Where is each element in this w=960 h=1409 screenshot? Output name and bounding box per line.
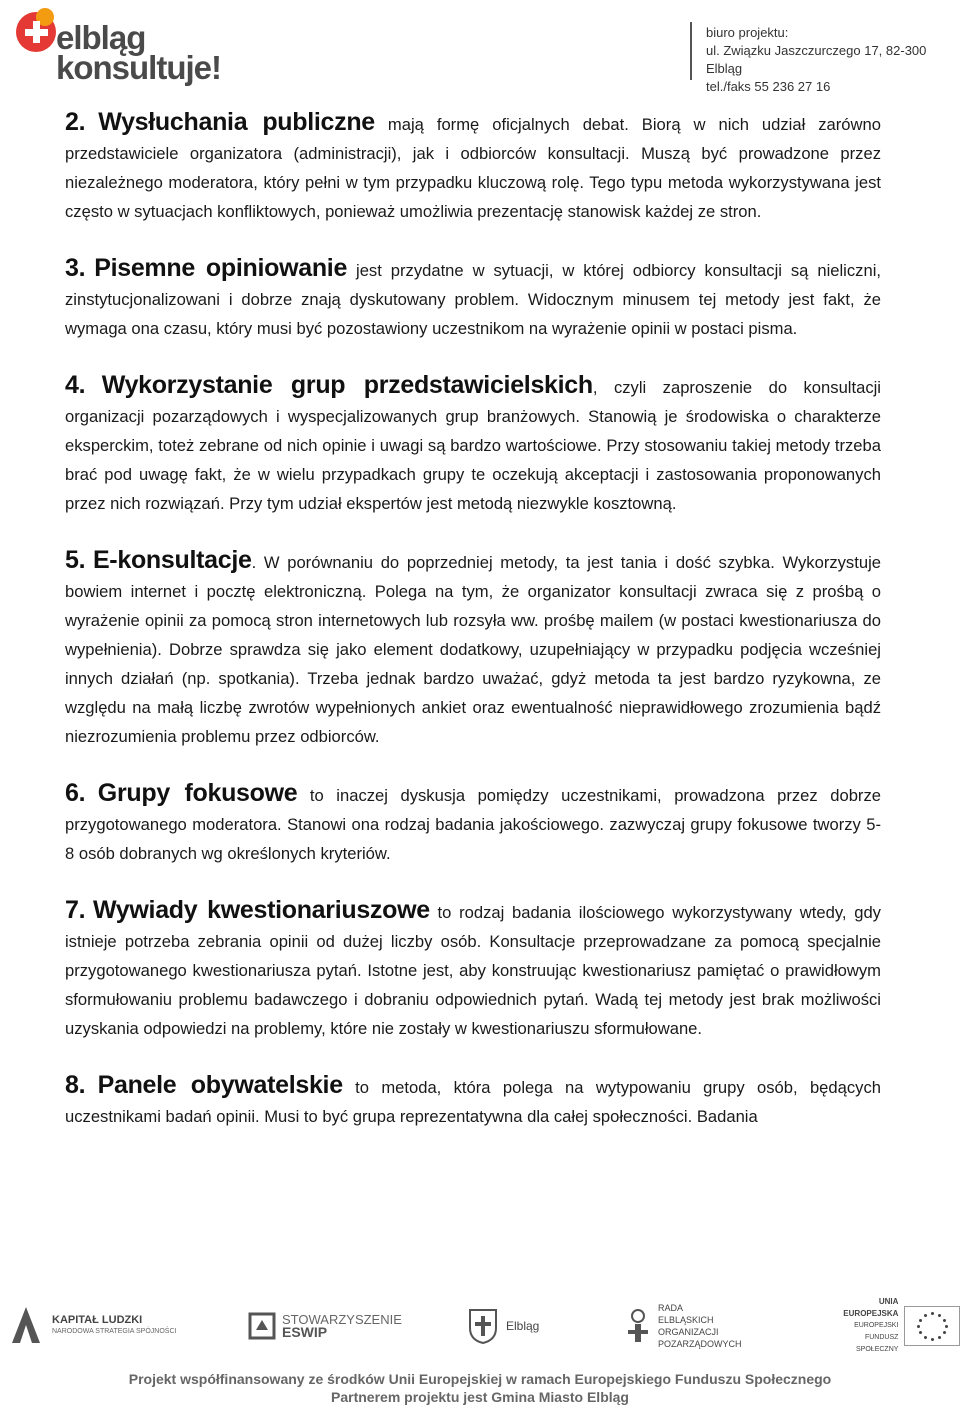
office-address: ul. Związku Jaszczurczego 17, 82-300 Elbląg: [706, 43, 927, 76]
section-text: jest przydatne w sytuacji, w której odbiorcy konsultacji są nieliczni, zinstytucjonalizowani i dobrze znają dyskutowany problem. Widocznym minusem tej metody jest fakt, że wymaga ona czasu, który musi być pozostawiony uczestnikom na wyrażenie opinii w postaci pisma.: [65, 261, 881, 338]
section-text: to metoda, która polega na wytypowaniu grupy osób, będących uczestnikami badań opinii. Musi to być grupa reprezentatywna dla całej społeczności. Badania: [65, 1078, 881, 1126]
office-phone: tel./faks 55 236 27 16: [706, 79, 831, 94]
section-term: Wysłuchania publiczne: [98, 108, 375, 136]
section-term: Wykorzystanie grup przedstawicielskich: [101, 371, 593, 399]
section-number: 5.: [65, 546, 86, 574]
section-text: . W porównaniu do poprzedniej metody, ta jest tania i dość szybka. Wykorzystuje bowiem internet i pocztę elektroniczną. Polega na tym, że organizator konsultacji zwraca się z prośbą o wyrażenie opinii za pomocą stron internetowych lub rozsyła ww. prośbę mailem (w postaci kwestionariusza do wypełnienia). Dobrze sprawdza się jako element dodatkowy, uzupełniający w przypadku podjęcia wcześniej innych działań (np. spotkania). Trzeba jednak bardzo uważać, gdyż metoda ta jest bardzo ryzykowna, ze względu na małą liczbę zwrotów wypełnionych ankiet oraz ewentualność nieprawidłowego zrozumienia bądź niezrozumienia problemu przez odbiorców.: [65, 553, 881, 746]
eswip-logo: [248, 1296, 402, 1356]
rada-text-2: ELBLĄSKICH: [658, 1315, 714, 1325]
section-text: mają formę oficjalnych debat. Biorą w nich udział zarówno przedstawiciele organizatora (administracji), jak i odbiorców konsultacji. Muszą być prowadzone przez niezależnego moderatora, który pełni w tym przypadku kluczową rolę. Tego typu metoda wykorzystywana jest często w sytuacjach konfliktowych, ponieważ umożliwia prezentację stanowisk każdej ze stron.: [65, 115, 881, 221]
section-number: 4.: [65, 371, 86, 399]
project-office-info: [706, 24, 960, 96]
rada-text-3: ORGANIZACJI: [658, 1327, 719, 1337]
unia-europejska-logo: [824, 1296, 960, 1356]
section-6: [65, 779, 881, 868]
section-4: [65, 371, 881, 518]
ue-text-2: EUROPEJSKI: [854, 1322, 899, 1329]
ue-text-3: FUNDUSZ SPOŁECZNY: [856, 1334, 899, 1353]
section-number: 8.: [65, 1071, 86, 1099]
footer-line-1: Projekt współfinansowany ze środków Unii Europejskiej w ramach Europejskiego Funduszu Społecznego: [128, 1371, 832, 1387]
rada-organizacji-icon: [624, 1306, 652, 1346]
section-term: Pisemne opiniowanie: [94, 254, 348, 282]
section-5: [65, 546, 881, 751]
elblag-crest-icon: [468, 1308, 498, 1344]
section-number: 6.: [65, 779, 86, 807]
elblag-city-logo: [468, 1296, 539, 1356]
section-term: Wywiady kwestionariuszowe: [92, 896, 430, 924]
header-divider: [690, 22, 692, 80]
eu-flag-icon: [904, 1306, 960, 1346]
eswip-text-bottom: ESWIP: [282, 1324, 328, 1340]
kapital-ludzki-subtext: NARODOWA STRATEGIA SPÓJNOŚCI: [52, 1328, 177, 1335]
rada-text-4: POZARZĄDOWYCH: [658, 1339, 742, 1349]
kapital-ludzki-icon: [8, 1303, 44, 1349]
office-label: biuro projektu:: [706, 25, 789, 40]
sponsor-logos: [0, 1296, 960, 1356]
footer-funding-note: [0, 1370, 960, 1406]
logo-text-top: elbląg: [56, 19, 146, 56]
section-7: [65, 896, 881, 1043]
ue-text-1: UNIA EUROPEJSKA: [843, 1297, 899, 1318]
document-body: [65, 108, 881, 1159]
section-text: to inaczej dyskusja pomiędzy uczestnikami, prowadzona przez dobrze przygotowanego moderatora. Stanowi ona rodzaj badania jakościowego. zazwyczaj grupy fokusowe tworzy 5-8 osób dobranych wg określonych kryteriów.: [65, 786, 881, 863]
logo-text-bottom: konsultuje!: [56, 49, 222, 86]
section-8: [65, 1071, 881, 1131]
section-number: 7.: [65, 896, 86, 924]
eswip-icon: [248, 1312, 276, 1340]
section-term: Panele obywatelskie: [97, 1071, 343, 1099]
kapital-ludzki-text: KAPITAŁ LUDZKI: [52, 1314, 143, 1326]
eswip-text-top: STOWARZYSZENIE: [282, 1312, 402, 1327]
section-text: to rodzaj badania ilościowego wykorzystywany wtedy, gdy istnieje potrzeba zebrania opinii od dużej liczby osób. Konsultacje przeprowadzane za pomocą specjalnie przygotowanego kwestionariusza pytań. Istotne jest, aby konstruując kwestionariusz pamiętać o prawidłowym sformułowaniu problemu badawczego i dobraniu odpowiednich pytań. Wadą tej metody jest brak możliwości uzyskania odpowiedzi na problemy, które nie zostały w kwestionariuszu sformułowane.: [65, 903, 881, 1038]
rada-text-1: RADA: [658, 1303, 684, 1313]
kapital-ludzki-logo: [8, 1296, 176, 1356]
page-header: [0, 0, 960, 94]
section-3: [65, 254, 881, 343]
logo-cross-icon: [16, 12, 56, 52]
section-number: 3.: [65, 254, 86, 282]
section-number: 2.: [65, 108, 86, 136]
section-term: Grupy fokusowe: [97, 779, 298, 807]
rada-organizacji-logo: [624, 1296, 742, 1356]
elblag-city-text: Elbląg: [506, 1319, 540, 1333]
section-term: E-konsultacje: [92, 546, 252, 574]
footer-line-2: Partnerem projektu jest Gmina Miasto Elbląg: [331, 1389, 629, 1405]
section-text: , czyli zaproszenie do konsultacji organizacji pozarządowych i wyspecjalizowanych grup branżowych. Stanowią je środowiska o charakterze eksperckim, toteż zebrane od nich opinie i uwagi są bardzo wartościowe. Przy stosowaniu takiej metody trzeba brać pod uwagę fakt, że w wielu przypadkach grupy te oczekują akceptacji i zastosowania proponowanych przez nich rozwiązań. Przy tym udział ekspertów jest metodą niezwykle kosztowną.: [65, 378, 881, 513]
section-2: [65, 108, 881, 226]
elblag-konsultuje-logo: [14, 8, 234, 84]
